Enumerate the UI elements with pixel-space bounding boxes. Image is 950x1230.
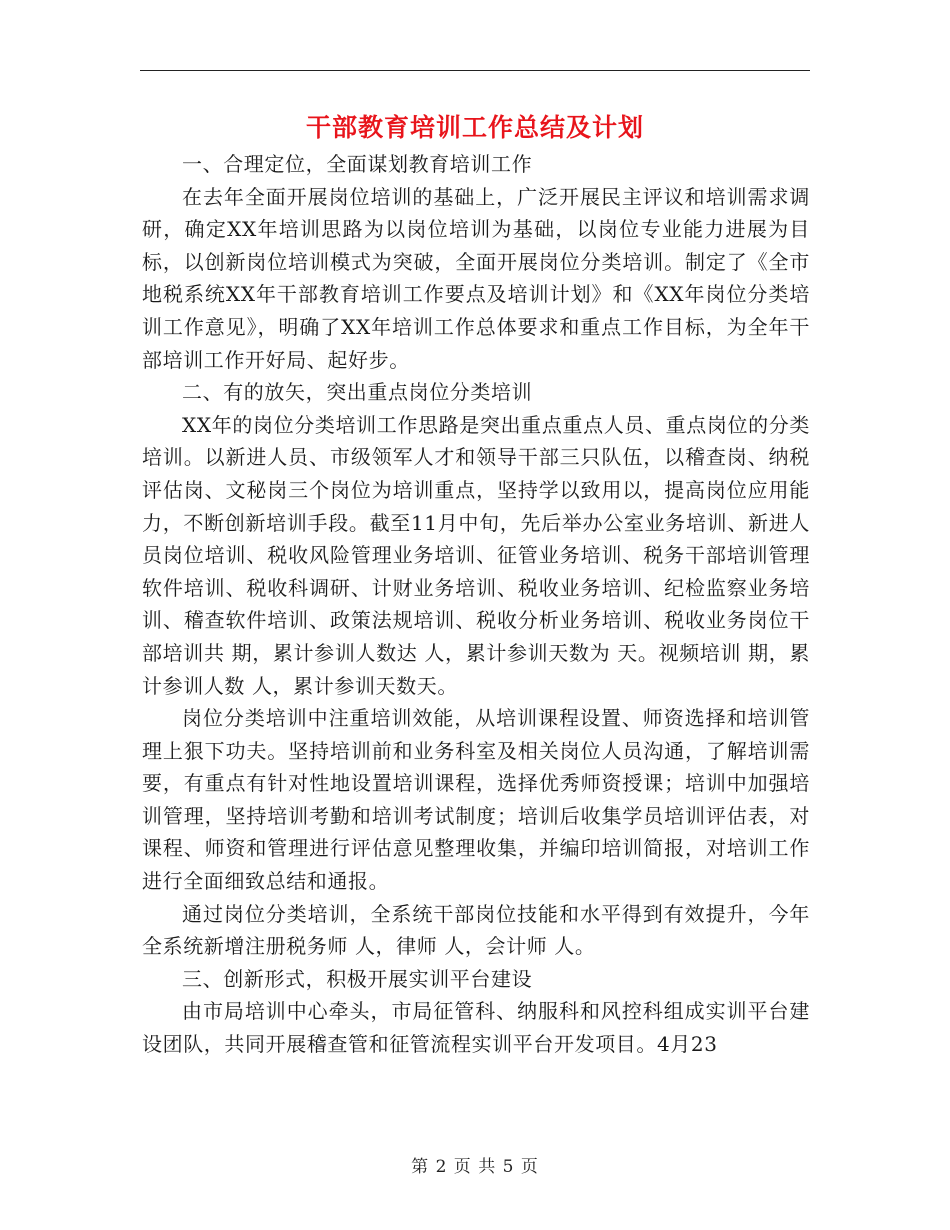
body-paragraph-4: 通过岗位分类培训，全系统干部岗位技能和水平得到有效提升，今年全系统新增注册税务师 人，律师 人，会计师 人。: [142, 901, 810, 959]
body-paragraph-5: 由市局培训中心牵头，市局征管科、纳服科和风控科组成实训平台建设团队，共同开展稽查管和征管流程实训平台开发项目。4月23: [142, 999, 810, 1057]
body-paragraph-3: 岗位分类培训中注重培训效能，从培训课程设置、师资选择和培训管理上狠下功夫。坚持培训前和业务科室及相关岗位人员沟通，了解培训需要，有重点有针对性地设置培训课程，选择优秀师资授课；培训中加强培训管理，坚持培训考勤和培训考试制度；培训后收集学员培训评估表，对课程、师资和管理进行评估意见整理收集，并编印培训简报，对培训工作进行全面细致总结和通报。: [142, 706, 810, 894]
body-paragraph-1: 在去年全面开展岗位培训的基础上，广泛开展民主评议和培训需求调研，确定XX年培训思路为以岗位培训为基础，以岗位专业能力进展为目标，以创新岗位培训模式为突破，全面开展岗位分类培训。制定了《全市地税系统XX年干部教育培训工作要点及培训计划》和《XX年岗位分类培训工作意见》，明确了XX年培训工作总体要求和重点工作目标，为全年干部培训工作开好局、起好步。: [142, 184, 810, 372]
section-heading-1: 一、合理定位，全面谋划教育培训工作: [182, 152, 533, 176]
document-body: [142, 148, 810, 1061]
document-title: 干部教育培训工作总结及计划: [305, 113, 644, 142]
body-paragraph-2: XX年的岗位分类培训工作思路是突出重点重点人员、重点岗位的分类培训。以新进人员、市级领军人才和领导干部三只队伍，以稽查岗、纳税评估岗、文秘岗三个岗位为培训重点，坚持学以致用以，提高岗位应用能力，不断创新培训手段。截至11月中旬，先后举办公室业务培训、新进人员岗位培训、税收风险管理业务培训、征管业务培训、税务干部培训管理软件培训、税收科调研、计财业务培训、税收业务培训、纪检监察业务培训、稽查软件培训、政策法规培训、税收分析业务培训、税收业务岗位干部培训共 期，累计参训人数达 人，累计参训天数为 天。视频培训 期，累计参训人数 人，累计参训天数天。: [142, 412, 810, 698]
section-heading-3: 三、创新形式，积极开展实训平台建设: [182, 966, 533, 991]
section-heading-2: 二、有的放矢，突出重点岗位分类培训: [182, 380, 533, 405]
header-rule: [140, 70, 810, 71]
page-number: 第 2 页 共 5 页: [411, 1157, 539, 1177]
